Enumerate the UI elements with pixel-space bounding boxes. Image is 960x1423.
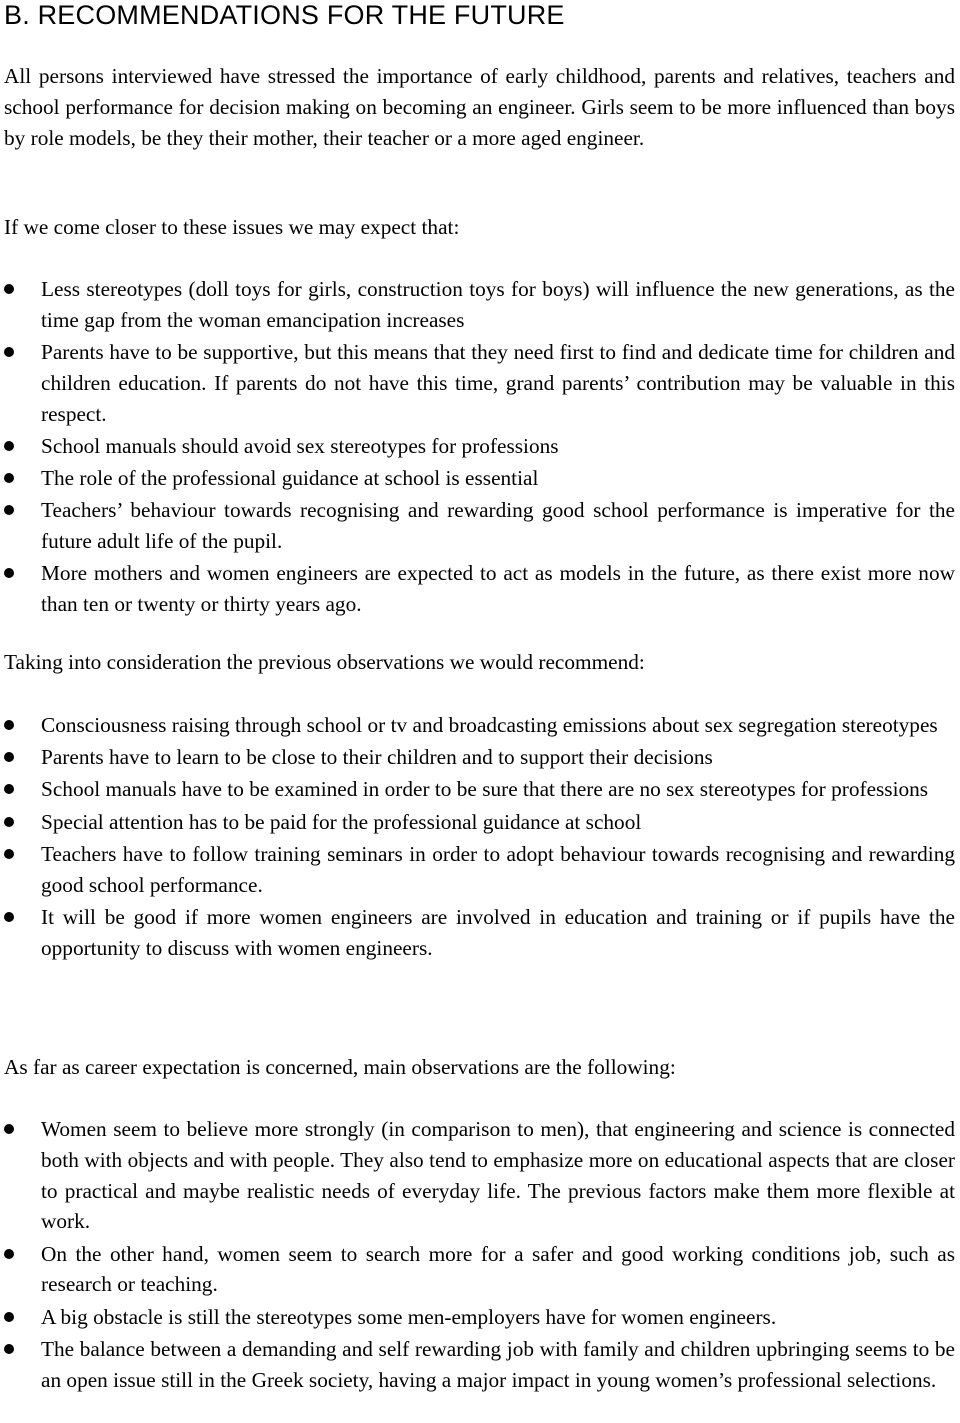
- list-item-text: Teachers’ behaviour towards recognising and rewarding good school performance is imperative for the future adult life of the pupil.: [41, 498, 955, 553]
- list-item: [0, 495, 955, 557]
- career-lead-in: As far as career expectation is concerned, main observations are the following:: [4, 1055, 676, 1079]
- list-item: [0, 337, 955, 429]
- bullet-icon: [4, 1344, 14, 1354]
- list-item-text: Special attention has to be paid for the professional guidance at school: [41, 809, 642, 834]
- list-item: [0, 902, 955, 964]
- bullet-icon: [4, 347, 14, 357]
- expectations-lead-in: If we come closer to these issues we may expect that:: [4, 215, 460, 239]
- list-item-text: On the other hand, women seem to search more for a safer and good working conditions job, such as research or teaching.: [41, 1241, 955, 1297]
- career-observations-list: [0, 1114, 955, 1397]
- list-item: [0, 1114, 955, 1237]
- recommendations-lead-in: Taking into consideration the previous observations we would recommend:: [4, 650, 645, 674]
- list-item-text: A big obstacle is still the stereotypes some men-employers have for women engineers.: [41, 1304, 777, 1329]
- bullet-icon: [4, 441, 14, 451]
- bullet-icon: [4, 473, 14, 483]
- list-item: [0, 1302, 955, 1333]
- bullet-icon: [4, 784, 14, 794]
- list-item-text: Women seem to believe more strongly (in comparison to men), that engineering and science is connected both with objects and with people. They also tend to emphasize more on educational aspects that are closer to practical and maybe realistic needs of everyday life. The previous factors make them more flexible at work.: [41, 1117, 955, 1234]
- list-item-text: Consciousness raising through school or tv and broadcasting emissions about sex segregation stereotypes: [41, 713, 938, 737]
- recommendations-list: [0, 710, 955, 965]
- expectations-list: [0, 274, 955, 621]
- list-item-text: Parents have to learn to be close to their children and to support their decisions: [41, 745, 713, 770]
- section-heading: B. RECOMMENDATIONS FOR THE FUTURE: [4, 0, 565, 30]
- list-item-text: It will be good if more women engineers are involved in education and training or if pupils have the opportunity to discuss with women engineers.: [41, 904, 955, 960]
- list-item: [0, 1334, 955, 1396]
- list-item: [0, 742, 955, 773]
- bullet-icon: [4, 912, 14, 922]
- bullet-icon: [4, 1249, 14, 1259]
- bullet-icon: [4, 817, 14, 827]
- list-item: [0, 558, 955, 620]
- bullet-icon: [4, 568, 14, 578]
- list-item: [0, 431, 955, 462]
- list-item-text: Parents have to be supportive, but this means that they need first to find and dedicate time for children and children education. If parents do not have this time, grand parents’ contribution may be valuable in this respect.: [41, 339, 955, 426]
- list-item-text: School manuals should avoid sex stereotypes for professions: [41, 433, 559, 458]
- bullet-icon: [4, 849, 14, 859]
- list-item: [0, 807, 955, 838]
- list-item-text: Teachers have to follow training seminars in order to adopt behaviour towards recognising and rewarding good school performance.: [41, 841, 955, 897]
- list-item: [0, 1239, 955, 1301]
- list-item: [0, 839, 955, 901]
- list-item-text: The role of the professional guidance at school is essential: [41, 465, 539, 490]
- bullet-icon: [4, 284, 14, 294]
- bullet-icon: [4, 1312, 14, 1322]
- bullet-icon: [4, 720, 14, 730]
- list-item: [0, 774, 955, 805]
- list-item-text: School manuals have to be examined in order to be sure that there are no sex stereotypes for professions: [41, 777, 929, 802]
- list-item: [0, 463, 955, 494]
- list-item: [0, 710, 955, 741]
- list-item-text: Less stereotypes (doll toys for girls, construction toys for boys) will influence the new generations, as the time gap from the woman emancipation increases: [41, 277, 955, 332]
- intro-paragraph: All persons interviewed have stressed the importance of early childhood, parents and relatives, teachers and school performance for decision making on becoming an engineer. Girls seem to be more influenced than boys by role models, be they their mother, their teacher or a more aged engineer.: [4, 64, 955, 150]
- bullet-icon: [4, 505, 14, 515]
- bullet-icon: [4, 752, 14, 762]
- list-item-text: More mothers and women engineers are expected to act as models in the future, as there exist more now than ten or twenty or thirty years ago.: [41, 561, 955, 616]
- list-item: [0, 274, 955, 336]
- bullet-icon: [4, 1124, 14, 1134]
- list-item-text: The balance between a demanding and self rewarding job with family and children upbringing seems to be an open issue still in the Greek society, having a major impact in young women’s professional selections.: [41, 1336, 955, 1392]
